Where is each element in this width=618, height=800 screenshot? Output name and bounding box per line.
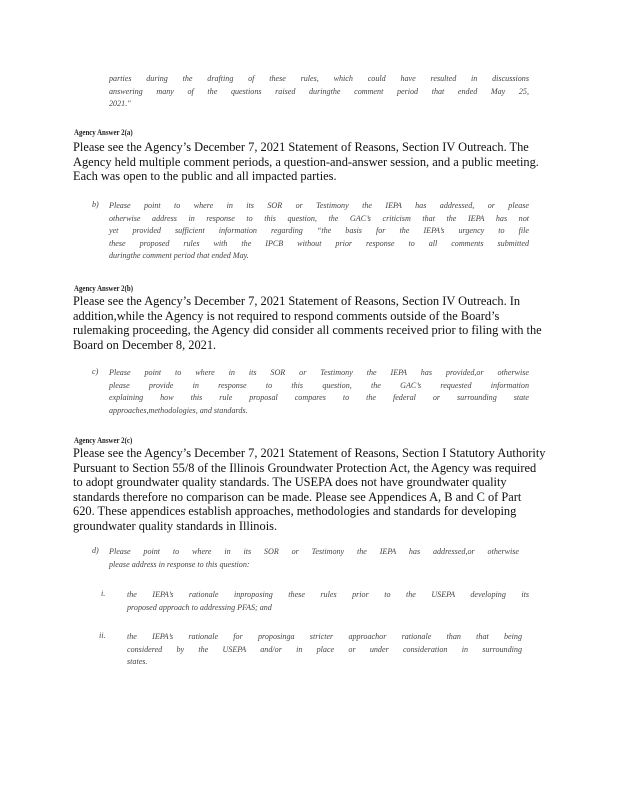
answer-2c-line: Pursuant to Section 55/8 of the Illinois Groundwater Protection Act, the Agency was required — [73, 460, 537, 475]
question-d-ii — [127, 631, 522, 669]
answer-2b-line: Board on December 8, 2021. — [73, 337, 217, 352]
question-b-line: these proposed rules with the IPCB without prior response to all comments submitted — [109, 238, 529, 248]
question-d-ii-line: states. — [127, 657, 148, 666]
intro-quote-line: parties during the drafting of these rules, which could have resulted in discussions — [109, 74, 529, 83]
question-d-ii-marker: ii. — [99, 631, 106, 640]
question-d-ii-line: considered by the USEPA and/or in place or under consideration in surrounding — [127, 644, 522, 654]
question-c-line: please provide in response to this question, the GAC’s requested information — [109, 380, 529, 390]
question-d-i-line: proposed approach to addressing PFAS; and — [127, 602, 272, 612]
question-d-line: Please point to where in its SOR or Testimony the IEPA has addressed,or otherwise — [109, 547, 519, 556]
answer-2c-text — [73, 446, 545, 534]
question-b — [109, 200, 529, 263]
intro-quote — [109, 73, 529, 111]
question-d-ii-line: the IEPA’s rationale for proposinga stricter approachor rationale than that being — [127, 632, 522, 641]
answer-2c-line: to adopt groundwater quality standards. The USEPA does not have groundwater quality — [73, 475, 507, 490]
answer-2c-line: Please see the Agency’s December 7, 2021 Statement of Reasons, Section I Statutory Authority — [73, 446, 546, 460]
question-b-marker: b) — [92, 200, 99, 209]
answer-2a-line: Agency held multiple comment periods, a question-and-answer session, and a public meeting. — [73, 154, 539, 169]
answer-2b-line: Please see the Agency’s December 7, 2021 Statement of Reasons, Section IV Outreach. In — [73, 294, 521, 308]
question-d-i-marker: i. — [101, 589, 106, 598]
intro-quote-line: answering many of the questions raised duringthe comment period that ended May 25, — [109, 86, 529, 96]
answer-2a-line: Each was open to the public and all impacted parties. — [73, 169, 337, 184]
question-c-line: explaining how this rule proposal compares to the federal or surrounding state — [109, 393, 529, 402]
question-c-line: approaches,methodologies, and standards. — [109, 405, 248, 415]
question-d-marker: d) — [92, 546, 99, 555]
answer-2c-line: 620. These appendices establish approaches, methodologies and standards for developing — [73, 504, 517, 519]
answer-2a-line: Please see the Agency’s December 7, 2021 Statement of Reasons, Section IV Outreach. The — [73, 140, 529, 154]
question-c-line: Please point to where in its SOR or Testimony the IEPA has provided,or otherwise — [109, 368, 529, 377]
answer-2c-label: Agency Answer 2(c) — [74, 436, 133, 445]
answer-2b-text — [73, 294, 542, 352]
question-b-line: otherwise address in response to this question, the GAC’s criticism that the IEPA has not — [109, 213, 529, 223]
answer-2c-line: groundwater quality standards in Illinois. — [73, 518, 278, 533]
question-d — [109, 546, 519, 571]
answer-2a-text — [73, 140, 539, 184]
question-b-line: Please point to where in its SOR or Testimony the IEPA has addressed, or please — [109, 201, 529, 210]
answer-2c-line: standards therefore no comparison can be made. Please see Appendices A, B and C of Part — [73, 489, 522, 504]
question-d-line: please address in response to this question: — [109, 559, 250, 569]
answer-2b-line: rulemaking proceeding, the Agency did consider all comments received prior to filing with the — [73, 323, 542, 338]
question-b-line: duringthe comment period that ended May. — [109, 251, 249, 260]
question-d-i-line: the IEPA’s rationale inproposing these rules prior to the USEPA developing its — [127, 590, 529, 599]
question-c-marker: c) — [92, 367, 99, 376]
intro-quote-line: 2021." — [109, 99, 131, 108]
question-b-line: yet provided sufficient information regarding “the basis for the IEPA’s urgency to file — [109, 226, 529, 235]
question-c — [109, 367, 529, 417]
answer-2a-label: Agency Answer 2(a) — [74, 128, 133, 137]
answer-2b-label: Agency Answer 2(b) — [74, 284, 134, 293]
question-d-i — [127, 589, 529, 614]
answer-2b-line: addition,while the Agency is not required to respond comments outside of the Board’s — [73, 308, 500, 323]
